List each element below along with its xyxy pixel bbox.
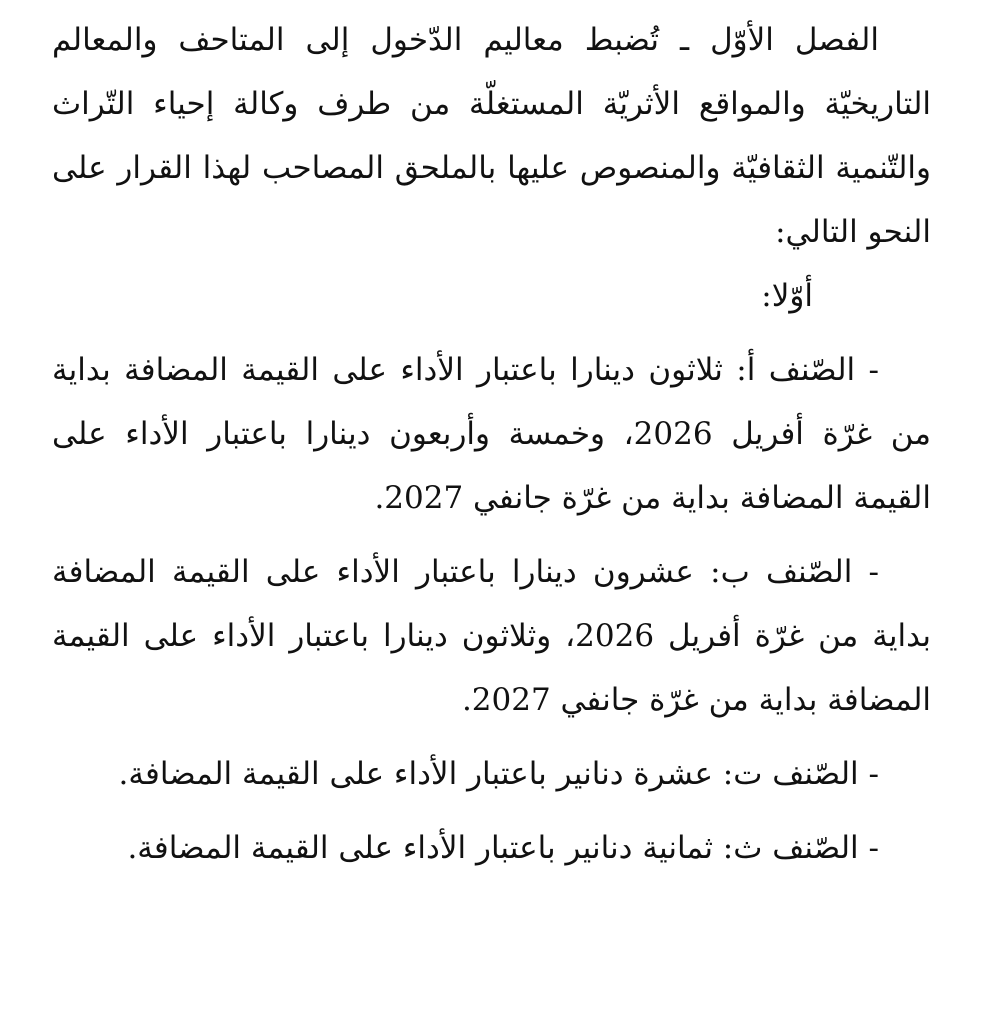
category-item-th: - الصّنف ث: ثمانية دنانير باعتبار الأداء على القيمة المضافة. xyxy=(127,830,879,866)
category-item-a: - الصّنف أ: ثلاثون دينارا باعتبار الأداء على القيمة المضافة بداية من غرّة أفريل 2026، وخمسة وأربعون دينارا باعتبار الأداء على القيمة المضافة بداية من غرّة جانفي 2027. xyxy=(52,352,931,516)
category-item-b: - الصّنف ب: عشرون دينارا باعتبار الأداء على القيمة المضافة بداية من غرّة أفريل 2026، وثلاثون دينارا باعتبار الأداء على القيمة المضافة بداية من غرّة جانفي 2027. xyxy=(52,554,931,718)
section-heading-first: أوّلا: xyxy=(761,278,813,314)
article-intro-paragraph: الفصل الأوّل ـ تُضبط معاليم الدّخول إلى المتاحف والمعالم التاريخيّة والمواقع الأثريّة المستغلّة من طرف وكالة إحياء التّراث والتّنمية الثقافيّة والمنصوص عليها بالملحق المصاحب لهذا القرار على النحو التالي: xyxy=(52,22,931,250)
category-item-t: - الصّنف ت: عشرة دنانير باعتبار الأداء على القيمة المضافة. xyxy=(118,756,879,792)
